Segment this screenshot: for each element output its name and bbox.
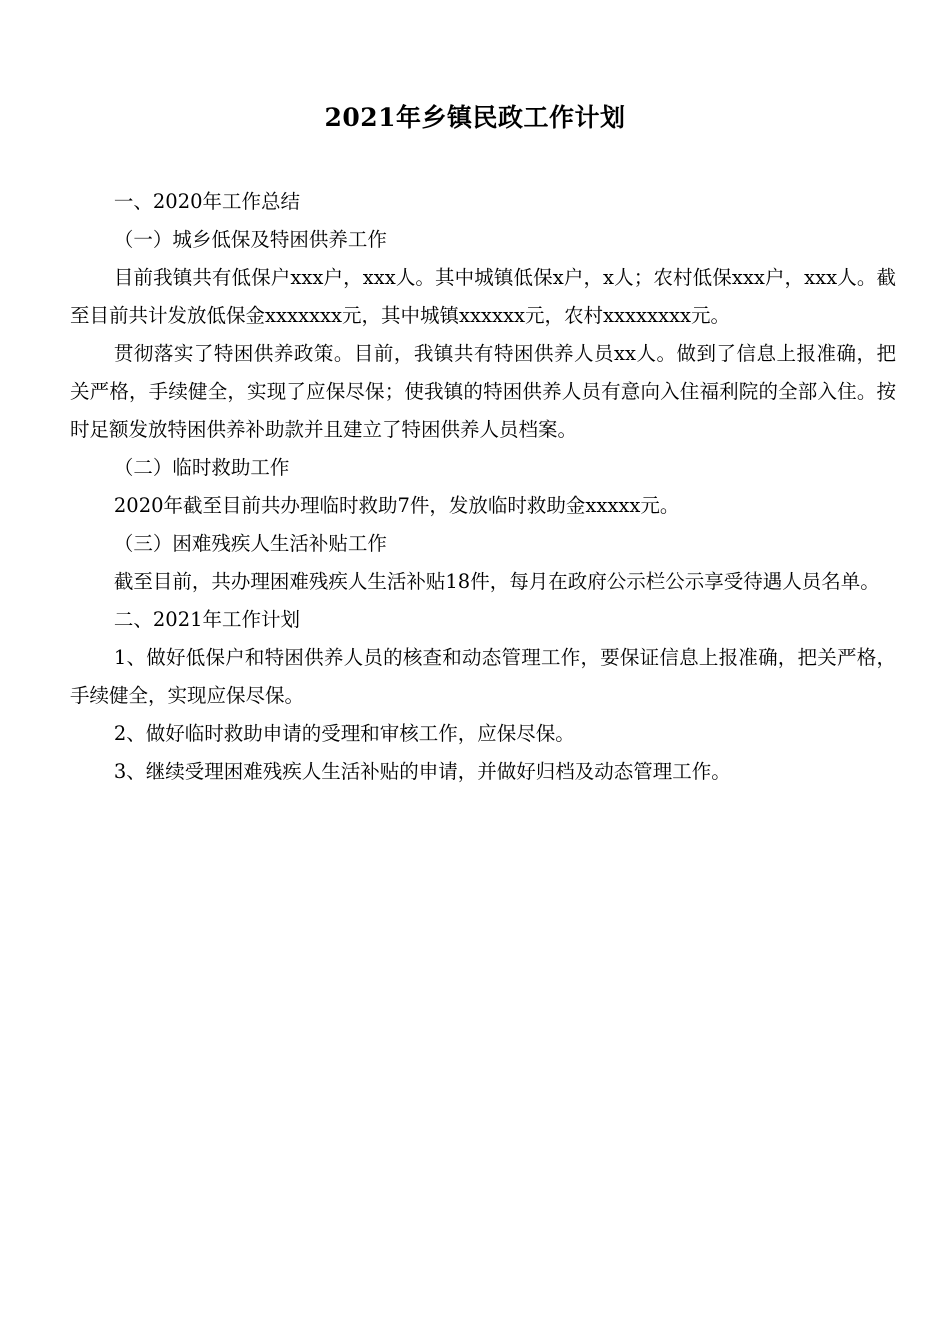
plan-item-3: 3、继续受理困难残疾人生活补贴的申请，并做好归档及动态管理工作。 (113, 760, 731, 783)
paragraph-subsistence-stats: 目前我镇共有低保户xxx户，xxx人。其中城镇低保x户，x人；农村低保xxx户，xxx人。截至目前共计发放低保金xxxxxxx元，其中城镇xxxxxx元，农村xxxxxxxx元。 (70, 266, 896, 327)
plan-item-2: 2、做好临时救助申请的受理和审核工作，应保尽保。 (113, 722, 575, 745)
document-title: 2021年乡镇民政工作计划 (324, 103, 626, 132)
subsection-heading-disability-subsidy: （三）困难残疾人生活补贴工作 (113, 532, 387, 555)
section-heading-plan: 二、2021年工作计划 (113, 608, 301, 631)
subsection-heading-temporary-relief: （二）临时救助工作 (113, 456, 290, 479)
subsection-heading-subsistence: （一）城乡低保及特困供养工作 (113, 228, 387, 251)
paragraph-special-support: 贯彻落实了特困供养政策。目前，我镇共有特困供养人员xx人。做到了信息上报准确，把关严格，手续健全，实现了应保尽保；使我镇的特困供养人员有意向入住福利院的全部入住。按时足额发放特困供养补助款并且建立了特困供养人员档案。 (70, 342, 896, 441)
document-body (70, 183, 896, 791)
paragraph-disability-subsidy: 截至目前，共办理困难残疾人生活补贴18件，每月在政府公示栏公示享受待遇人员名单。 (113, 570, 880, 593)
paragraph-temporary-relief: 2020年截至目前共办理临时救助7件，发放临时救助金xxxxx元。 (113, 494, 680, 517)
plan-item-1: 1、做好低保户和特困供养人员的核查和动态管理工作，要保证信息上报准确，把关严格，手续健全，实现应保尽保。 (70, 646, 896, 707)
section-heading-summary: 一、2020年工作总结 (113, 190, 301, 213)
